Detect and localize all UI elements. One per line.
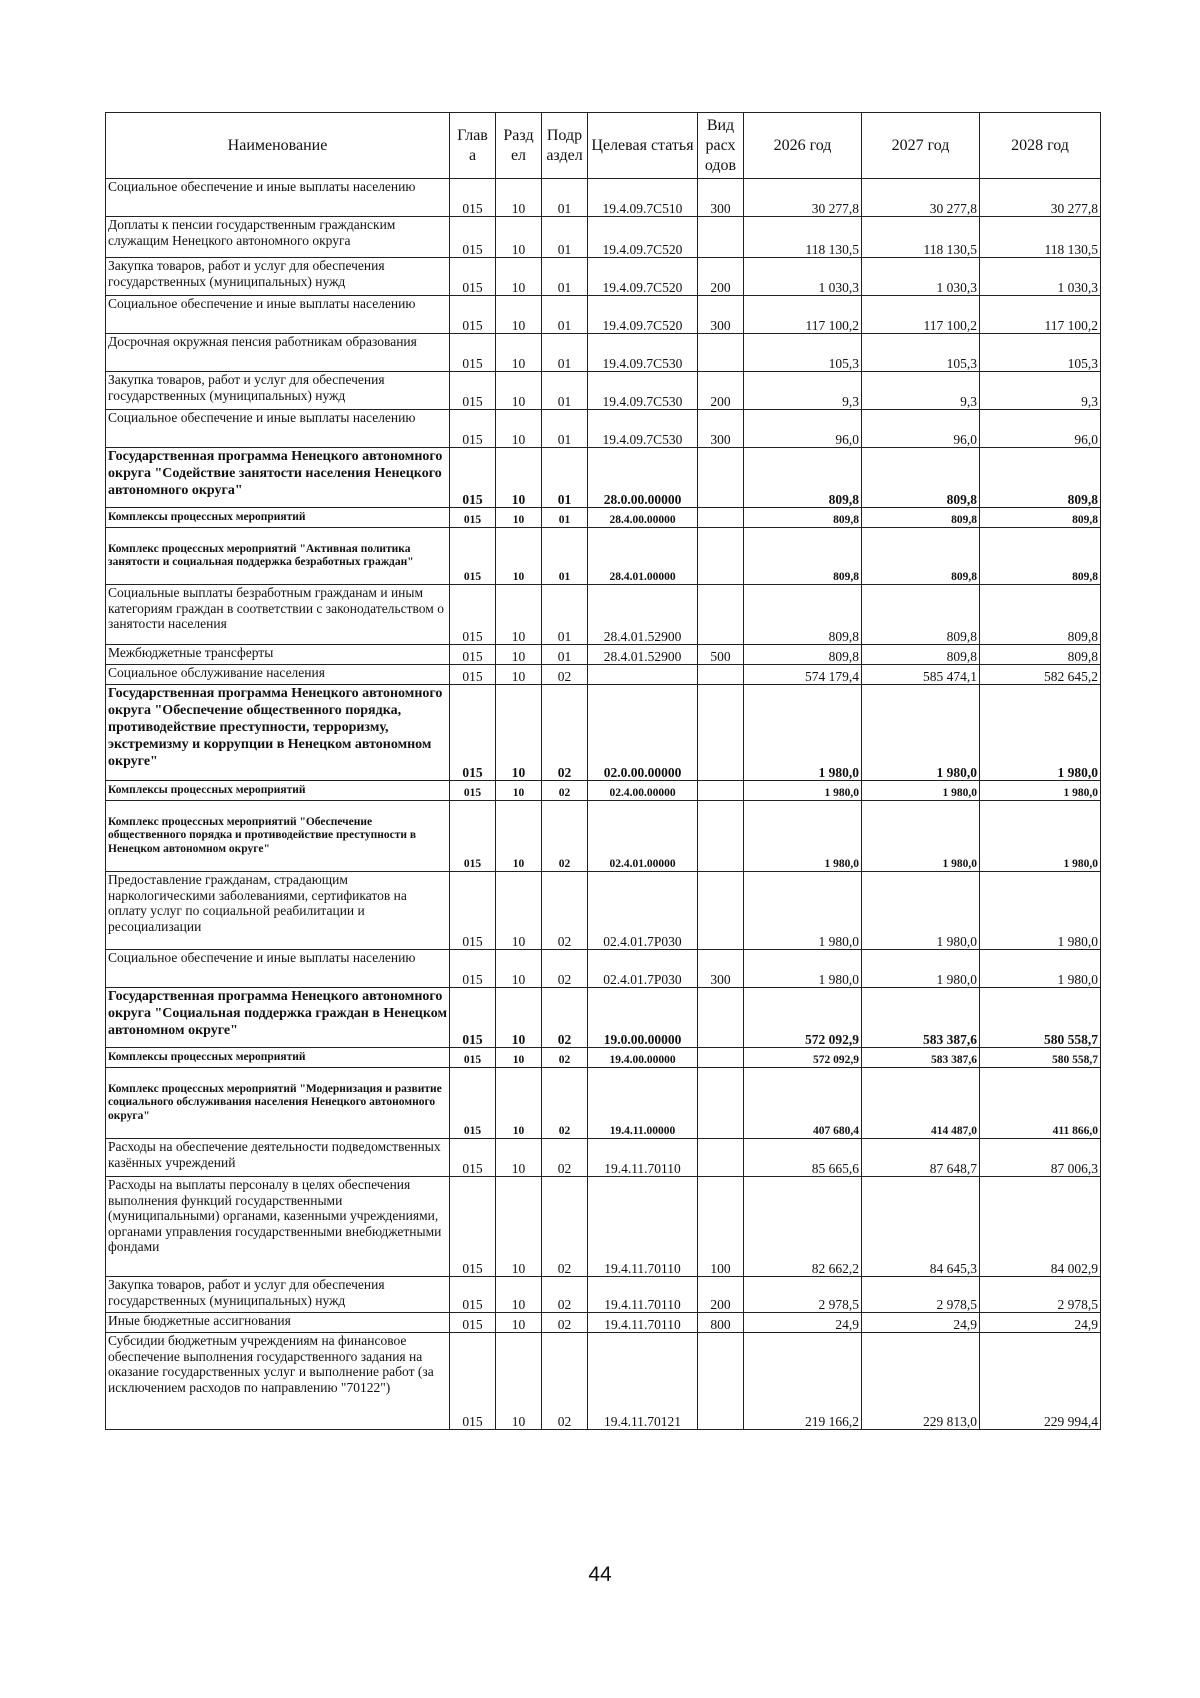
cell-name: Закупка товаров, работ и услуг для обеспечения государственных (муниципальных) нужд [106, 1277, 450, 1313]
cell-expense-type [698, 528, 744, 585]
cell-name: Закупка товаров, работ и услуг для обеспечения государственных (муниципальных) нужд [106, 258, 450, 296]
cell-chapter: 015 [450, 1277, 496, 1313]
cell-expense-type [698, 1068, 744, 1139]
cell-year-2027: 583 387,6 [862, 1048, 980, 1068]
cell-expense-type [698, 585, 744, 645]
cell-year-2027: 809,8 [862, 585, 980, 645]
cell-year-2027: 1 980,0 [862, 801, 980, 872]
cell-target-article: 02.4.01.00000 [588, 801, 698, 872]
header-year-2026: 2026 год [744, 113, 862, 179]
cell-section: 10 [496, 1068, 542, 1139]
cell-year-2028: 809,8 [980, 448, 1101, 508]
cell-section: 10 [496, 1333, 542, 1430]
table-row [106, 645, 1101, 665]
cell-year-2026: 1 980,0 [744, 872, 862, 950]
cell-section: 10 [496, 1313, 542, 1333]
header-target-article: Целевая статья [588, 113, 698, 179]
cell-chapter: 015 [450, 665, 496, 685]
cell-year-2028: 1 980,0 [980, 872, 1101, 950]
cell-subsection: 01 [542, 217, 588, 258]
cell-expense-type: 100 [698, 1177, 744, 1277]
cell-section: 10 [496, 508, 542, 528]
cell-year-2027: 229 813,0 [862, 1333, 980, 1430]
cell-year-2026: 572 092,9 [744, 1048, 862, 1068]
cell-year-2028: 580 558,7 [980, 988, 1101, 1048]
cell-section: 10 [496, 217, 542, 258]
cell-target-article: 19.4.09.7С520 [588, 258, 698, 296]
cell-section: 10 [496, 685, 542, 781]
cell-name: Социальное обеспечение и иные выплаты населению [106, 179, 450, 217]
table-row [106, 950, 1101, 988]
cell-subsection: 01 [542, 528, 588, 585]
cell-expense-type: 200 [698, 1277, 744, 1313]
cell-year-2026: 219 166,2 [744, 1333, 862, 1430]
table-row [106, 585, 1101, 645]
cell-name: Комплекс процессных мероприятий "Обеспечение общественного порядка и противодействие преступности в Ненецком автономном округе" [106, 801, 450, 872]
cell-subsection: 02 [542, 1139, 588, 1177]
cell-target-article: 19.4.11.70110 [588, 1313, 698, 1333]
cell-subsection: 01 [542, 585, 588, 645]
cell-year-2028: 1 980,0 [980, 950, 1101, 988]
table-row [106, 372, 1101, 410]
cell-year-2027: 84 645,3 [862, 1177, 980, 1277]
cell-subsection: 01 [542, 179, 588, 217]
cell-expense-type [698, 1333, 744, 1430]
cell-year-2027: 583 387,6 [862, 988, 980, 1048]
cell-year-2028: 105,3 [980, 334, 1101, 372]
cell-name: Комплекс процессных мероприятий "Модернизация и развитие социального обслуживания населения Ненецкого автономного округа" [106, 1068, 450, 1139]
cell-year-2026: 82 662,2 [744, 1177, 862, 1277]
cell-year-2026: 96,0 [744, 410, 862, 448]
cell-year-2026: 30 277,8 [744, 179, 862, 217]
header-chapter: Глав а [450, 113, 496, 179]
cell-year-2028: 87 006,3 [980, 1139, 1101, 1177]
cell-expense-type [698, 988, 744, 1048]
cell-section: 10 [496, 1177, 542, 1277]
cell-year-2028: 2 978,5 [980, 1277, 1101, 1313]
cell-year-2027: 1 030,3 [862, 258, 980, 296]
cell-expense-type [698, 448, 744, 508]
cell-chapter: 015 [450, 585, 496, 645]
cell-name: Государственная программа Ненецкого автономного округа "Социальная поддержка граждан в Ненецком автономном округе" [106, 988, 450, 1048]
table-row [106, 179, 1101, 217]
cell-name: Социальные выплаты безработным гражданам и иным категориям граждан в соответствии с законодательством о занятости населения [106, 585, 450, 645]
cell-year-2026: 24,9 [744, 1313, 862, 1333]
cell-section: 10 [496, 781, 542, 801]
table-row [106, 410, 1101, 448]
cell-chapter: 015 [450, 296, 496, 334]
cell-subsection: 02 [542, 801, 588, 872]
cell-year-2027: 809,8 [862, 645, 980, 665]
cell-name: Расходы на обеспечение деятельности подведомственных казённых учреждений [106, 1139, 450, 1177]
cell-expense-type: 800 [698, 1313, 744, 1333]
cell-subsection: 02 [542, 1333, 588, 1430]
cell-chapter: 015 [450, 1177, 496, 1277]
cell-year-2027: 24,9 [862, 1313, 980, 1333]
cell-chapter: 015 [450, 1139, 496, 1177]
cell-name: Социальное обеспечение и иные выплаты населению [106, 410, 450, 448]
cell-year-2028: 118 130,5 [980, 217, 1101, 258]
cell-year-2026: 809,8 [744, 585, 862, 645]
cell-year-2026: 809,8 [744, 528, 862, 585]
cell-year-2027: 809,8 [862, 528, 980, 585]
cell-name: Государственная программа Ненецкого автономного округа "Обеспечение общественного порядка, противодействие преступности, терроризму, экстремизму и коррупции в Ненецком автономном округе" [106, 685, 450, 781]
cell-year-2026: 809,8 [744, 448, 862, 508]
cell-name: Иные бюджетные ассигнования [106, 1313, 450, 1333]
cell-name: Расходы на выплаты персоналу в целях обеспечения выполнения функций государственными (муниципальными) органами, казенными учреждениями, органами управления государственными внебюджетными фондами [106, 1177, 450, 1277]
cell-year-2027: 809,8 [862, 448, 980, 508]
cell-subsection: 02 [542, 988, 588, 1048]
cell-section: 10 [496, 645, 542, 665]
cell-subsection: 01 [542, 508, 588, 528]
cell-year-2028: 809,8 [980, 528, 1101, 585]
cell-chapter: 015 [450, 801, 496, 872]
cell-name: Доплаты к пенсии государственным гражданским служащим Ненецкого автономного округа [106, 217, 450, 258]
table-row [106, 1333, 1101, 1430]
cell-section: 10 [496, 528, 542, 585]
table-row [106, 1177, 1101, 1277]
cell-target-article [588, 665, 698, 685]
header-section: Разд ел [496, 113, 542, 179]
cell-year-2028: 582 645,2 [980, 665, 1101, 685]
table-row [106, 217, 1101, 258]
cell-name: Комплексы процессных мероприятий [106, 508, 450, 528]
header-year-2027: 2027 год [862, 113, 980, 179]
cell-year-2026: 809,8 [744, 645, 862, 665]
cell-section: 10 [496, 179, 542, 217]
table-row [106, 988, 1101, 1048]
cell-subsection: 02 [542, 1313, 588, 1333]
cell-year-2028: 84 002,9 [980, 1177, 1101, 1277]
table-row [106, 1048, 1101, 1068]
cell-year-2027: 809,8 [862, 508, 980, 528]
cell-subsection: 01 [542, 296, 588, 334]
cell-expense-type [698, 1048, 744, 1068]
cell-subsection: 02 [542, 665, 588, 685]
cell-subsection: 02 [542, 781, 588, 801]
cell-year-2026: 117 100,2 [744, 296, 862, 334]
table-row [106, 665, 1101, 685]
table-row [106, 1139, 1101, 1177]
cell-year-2026: 1 980,0 [744, 781, 862, 801]
cell-year-2026: 1 980,0 [744, 950, 862, 988]
cell-target-article: 02.4.01.7Р030 [588, 872, 698, 950]
cell-name: Предоставление гражданам, страдающим наркологическими заболеваниями, сертификатов на оплату услуг по социальной реабилитации и ресоциализации [106, 872, 450, 950]
cell-name: Социальное обслуживание населения [106, 665, 450, 685]
cell-year-2027: 1 980,0 [862, 685, 980, 781]
cell-year-2027: 87 648,7 [862, 1139, 980, 1177]
cell-name: Межбюджетные трансферты [106, 645, 450, 665]
table-row [106, 258, 1101, 296]
cell-chapter: 015 [450, 950, 496, 988]
cell-year-2028: 229 994,4 [980, 1333, 1101, 1430]
cell-chapter: 015 [450, 685, 496, 781]
table-row [106, 448, 1101, 508]
table-row [106, 685, 1101, 781]
cell-name: Социальное обеспечение и иные выплаты населению [106, 296, 450, 334]
cell-section: 10 [496, 448, 542, 508]
cell-name: Социальное обеспечение и иные выплаты населению [106, 950, 450, 988]
cell-subsection: 01 [542, 372, 588, 410]
header-year-2028: 2028 год [980, 113, 1101, 179]
cell-chapter: 015 [450, 448, 496, 508]
cell-subsection: 01 [542, 334, 588, 372]
cell-subsection: 01 [542, 258, 588, 296]
cell-expense-type [698, 334, 744, 372]
cell-year-2028: 809,8 [980, 645, 1101, 665]
cell-year-2026: 118 130,5 [744, 217, 862, 258]
table-row [106, 296, 1101, 334]
cell-expense-type [698, 685, 744, 781]
header-subsection: Подр аздел [542, 113, 588, 179]
cell-year-2027: 1 980,0 [862, 781, 980, 801]
cell-expense-type: 200 [698, 372, 744, 410]
cell-target-article: 28.4.01.52900 [588, 585, 698, 645]
cell-expense-type [698, 781, 744, 801]
cell-chapter: 015 [450, 872, 496, 950]
cell-target-article: 19.4.09.7С520 [588, 296, 698, 334]
cell-section: 10 [496, 410, 542, 448]
cell-year-2027: 117 100,2 [862, 296, 980, 334]
cell-target-article: 19.4.11.70121 [588, 1333, 698, 1430]
cell-expense-type: 300 [698, 296, 744, 334]
cell-name: Государственная программа Ненецкого автономного округа "Содействие занятости населения Ненецкого автономного округа" [106, 448, 450, 508]
cell-year-2027: 96,0 [862, 410, 980, 448]
cell-year-2026: 407 680,4 [744, 1068, 862, 1139]
cell-subsection: 02 [542, 872, 588, 950]
cell-chapter: 015 [450, 179, 496, 217]
table-row [106, 781, 1101, 801]
cell-year-2028: 9,3 [980, 372, 1101, 410]
table-row [106, 334, 1101, 372]
cell-target-article: 28.4.00.00000 [588, 508, 698, 528]
table-header-row [106, 113, 1101, 179]
cell-subsection: 01 [542, 645, 588, 665]
cell-target-article: 02.0.00.00000 [588, 685, 698, 781]
cell-section: 10 [496, 1048, 542, 1068]
cell-expense-type [698, 1139, 744, 1177]
cell-year-2026: 574 179,4 [744, 665, 862, 685]
cell-year-2027: 1 980,0 [862, 950, 980, 988]
cell-year-2027: 1 980,0 [862, 872, 980, 950]
cell-year-2028: 411 866,0 [980, 1068, 1101, 1139]
cell-subsection: 02 [542, 1068, 588, 1139]
cell-section: 10 [496, 258, 542, 296]
cell-target-article: 19.4.09.7С530 [588, 334, 698, 372]
cell-year-2026: 105,3 [744, 334, 862, 372]
cell-subsection: 02 [542, 1048, 588, 1068]
cell-name: Комплексы процессных мероприятий [106, 1048, 450, 1068]
cell-year-2028: 30 277,8 [980, 179, 1101, 217]
table-row [106, 528, 1101, 585]
cell-year-2027: 414 487,0 [862, 1068, 980, 1139]
table-row [106, 508, 1101, 528]
cell-section: 10 [496, 665, 542, 685]
cell-expense-type [698, 872, 744, 950]
cell-target-article: 19.4.11.70110 [588, 1177, 698, 1277]
cell-name: Комплекс процессных мероприятий "Активная политика занятости и социальная поддержка безработных граждан" [106, 528, 450, 585]
cell-year-2028: 1 980,0 [980, 685, 1101, 781]
cell-chapter: 015 [450, 781, 496, 801]
table-row [106, 1313, 1101, 1333]
cell-target-article: 28.0.00.00000 [588, 448, 698, 508]
cell-year-2027: 2 978,5 [862, 1277, 980, 1313]
cell-year-2026: 2 978,5 [744, 1277, 862, 1313]
cell-section: 10 [496, 585, 542, 645]
cell-year-2027: 30 277,8 [862, 179, 980, 217]
cell-year-2027: 118 130,5 [862, 217, 980, 258]
cell-target-article: 19.4.09.7С530 [588, 410, 698, 448]
cell-chapter: 015 [450, 1068, 496, 1139]
cell-chapter: 015 [450, 508, 496, 528]
cell-section: 10 [496, 296, 542, 334]
table-row [106, 872, 1101, 950]
cell-chapter: 015 [450, 258, 496, 296]
cell-year-2028: 809,8 [980, 585, 1101, 645]
cell-name: Досрочная окружная пенсия работникам образования [106, 334, 450, 372]
cell-target-article: 19.4.11.70110 [588, 1277, 698, 1313]
cell-year-2028: 117 100,2 [980, 296, 1101, 334]
cell-target-article: 19.0.00.00000 [588, 988, 698, 1048]
cell-expense-type [698, 801, 744, 872]
header-name: Наименование [106, 113, 450, 179]
cell-section: 10 [496, 801, 542, 872]
cell-year-2028: 96,0 [980, 410, 1101, 448]
cell-year-2027: 9,3 [862, 372, 980, 410]
cell-expense-type: 300 [698, 410, 744, 448]
cell-subsection: 01 [542, 448, 588, 508]
cell-target-article: 28.4.01.52900 [588, 645, 698, 665]
cell-target-article: 19.4.09.7С520 [588, 217, 698, 258]
cell-section: 10 [496, 372, 542, 410]
cell-target-article: 19.4.00.00000 [588, 1048, 698, 1068]
cell-expense-type [698, 217, 744, 258]
cell-year-2028: 24,9 [980, 1313, 1101, 1333]
cell-expense-type: 500 [698, 645, 744, 665]
budget-table [105, 112, 1101, 1430]
cell-chapter: 015 [450, 1048, 496, 1068]
cell-year-2028: 1 030,3 [980, 258, 1101, 296]
table-row [106, 1277, 1101, 1313]
cell-expense-type [698, 508, 744, 528]
cell-expense-type [698, 665, 744, 685]
table-row [106, 1068, 1101, 1139]
page-number: 44 [588, 1563, 612, 1586]
cell-year-2026: 1 980,0 [744, 685, 862, 781]
cell-subsection: 02 [542, 685, 588, 781]
cell-section: 10 [496, 1139, 542, 1177]
cell-year-2026: 1 030,3 [744, 258, 862, 296]
cell-chapter: 015 [450, 988, 496, 1048]
cell-chapter: 015 [450, 1313, 496, 1333]
cell-year-2027: 105,3 [862, 334, 980, 372]
cell-section: 10 [496, 334, 542, 372]
cell-target-article: 02.4.01.7Р030 [588, 950, 698, 988]
cell-year-2028: 580 558,7 [980, 1048, 1101, 1068]
cell-year-2026: 572 092,9 [744, 988, 862, 1048]
cell-chapter: 015 [450, 372, 496, 410]
cell-subsection: 02 [542, 950, 588, 988]
cell-section: 10 [496, 1277, 542, 1313]
table-row [106, 801, 1101, 872]
cell-target-article: 02.4.00.00000 [588, 781, 698, 801]
cell-chapter: 015 [450, 334, 496, 372]
cell-year-2026: 9,3 [744, 372, 862, 410]
cell-chapter: 015 [450, 410, 496, 448]
cell-expense-type: 300 [698, 179, 744, 217]
cell-section: 10 [496, 988, 542, 1048]
cell-year-2028: 1 980,0 [980, 801, 1101, 872]
cell-target-article: 19.4.11.00000 [588, 1068, 698, 1139]
cell-target-article: 19.4.09.7С530 [588, 372, 698, 410]
cell-chapter: 015 [450, 1333, 496, 1430]
cell-name: Комплексы процессных мероприятий [106, 781, 450, 801]
cell-chapter: 015 [450, 645, 496, 665]
cell-year-2028: 809,8 [980, 508, 1101, 528]
header-expense-type: Вид расх одов [698, 113, 744, 179]
cell-year-2028: 1 980,0 [980, 781, 1101, 801]
cell-year-2026: 85 665,6 [744, 1139, 862, 1177]
cell-section: 10 [496, 872, 542, 950]
cell-name: Закупка товаров, работ и услуг для обеспечения государственных (муниципальных) нужд [106, 372, 450, 410]
cell-subsection: 01 [542, 410, 588, 448]
cell-expense-type: 300 [698, 950, 744, 988]
cell-section: 10 [496, 950, 542, 988]
cell-subsection: 02 [542, 1177, 588, 1277]
cell-expense-type: 200 [698, 258, 744, 296]
cell-target-article: 28.4.01.00000 [588, 528, 698, 585]
cell-chapter: 015 [450, 528, 496, 585]
cell-target-article: 19.4.09.7С510 [588, 179, 698, 217]
cell-subsection: 02 [542, 1277, 588, 1313]
cell-year-2026: 809,8 [744, 508, 862, 528]
cell-year-2027: 585 474,1 [862, 665, 980, 685]
cell-target-article: 19.4.11.70110 [588, 1139, 698, 1177]
cell-chapter: 015 [450, 217, 496, 258]
cell-year-2026: 1 980,0 [744, 801, 862, 872]
cell-name: Субсидии бюджетным учреждениям на финансовое обеспечение выполнения государственного задания на оказание государственных услуг и выполнение работ (за исключением расходов по направлению "70122") [106, 1333, 450, 1430]
